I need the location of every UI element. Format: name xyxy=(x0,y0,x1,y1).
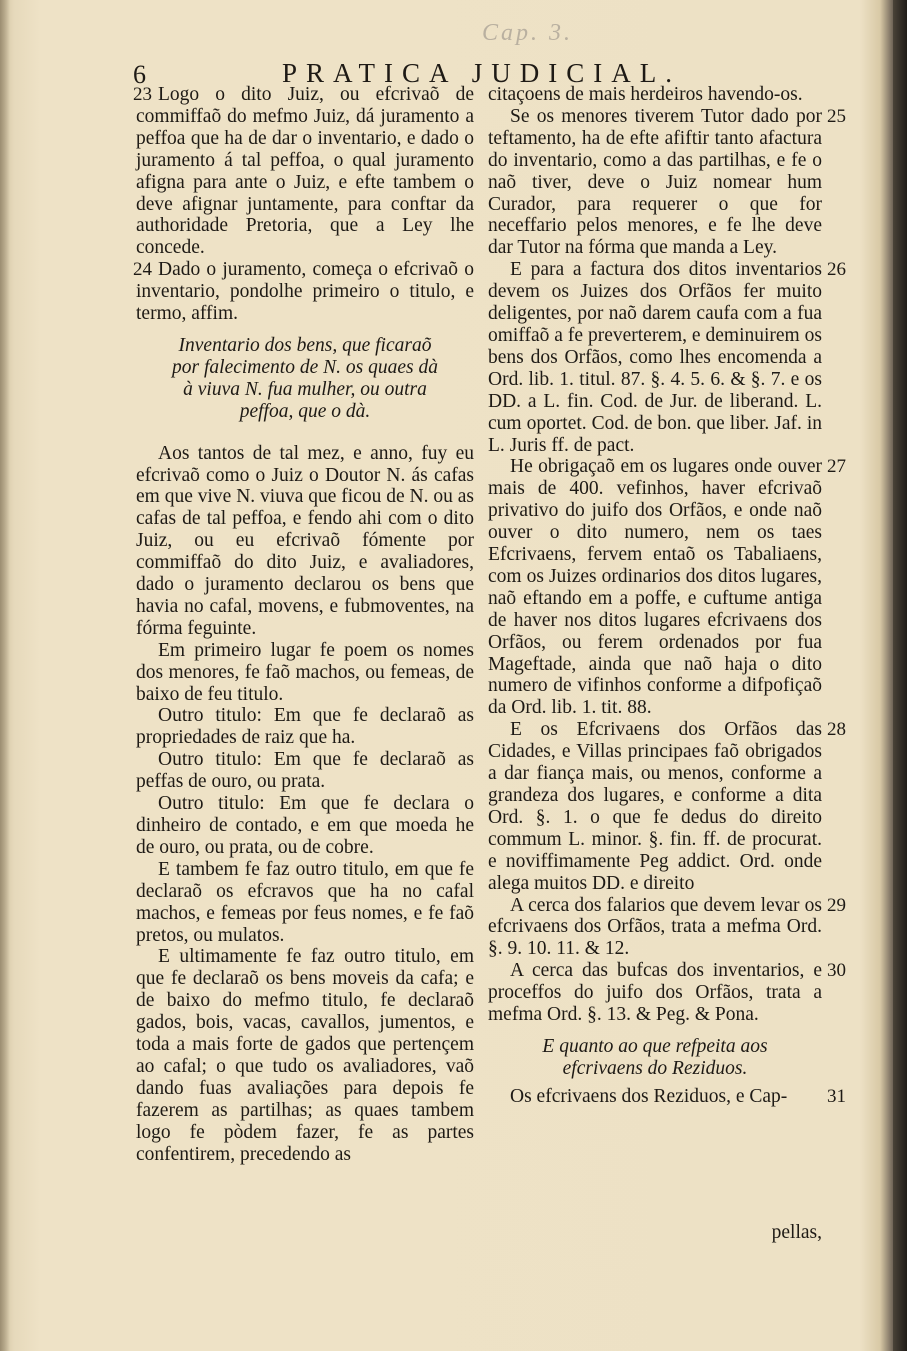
paragraph-31: 31 Os efcrivaens dos Reziduos, e Cap- xyxy=(510,1085,846,1107)
paragraph-title-movables: E ultimamente fe faz outro titulo, em que fe declaraõ os bens moveis da cafa; e de baixo do mefmo titulo, fe declaraõ gados, bois, vacas, cavallos, jumentos, e toda a mais forte de gados que pertençem ao cafal; o que tudo os avaliadores, vaõ dando fuas avaliações para depois fe fazerem as partilhas; as quaes tambem logo fe pòdem fazer, fe as partes confentirem, precedendo as xyxy=(136,946,474,1165)
folio-number: 6 xyxy=(133,60,146,89)
paragraph-minors: Em primeiro lugar fe poem os nomes dos menores, fe faõ machos, ou femeas, de baixo de feu titulo. xyxy=(136,639,474,705)
paragraph-26: 26 E para a factura dos ditos inventarios devem os Juizes dos Orfãos fer muito deligentes, por naõ darem caufa com a fua omiffaõ a fe preverterem, e deminuirem os bens dos Orfãos, como lhes encomenda a Ord. lib. 1. titul. 87. §. 4. 5. 6. & §. 7. e os DD. a L. fin. Cod. de Jur. de liberand. L. cum oportet. Cod. de bon. que liber. Jaf. in L. Juris ff. de pact. xyxy=(488,259,846,456)
paragraph-title-money: Outro titulo: Em que fe declara o dinheiro de contado, e em que moeda he de ouro, ou prata, ou de cobre. xyxy=(136,793,474,858)
margin-number: 26 xyxy=(827,259,846,281)
page-edge-shadow xyxy=(0,0,10,1351)
paragraph-30: 30 A cerca das bufcas dos inventarios, e proceffos do juifo dos Orfãos, trata a mefma Ord. §. 13. & Peg. & Pona. xyxy=(488,960,846,1026)
catchword: pellas, xyxy=(771,1222,822,1243)
paragraph-29: 29 A cerca dos falarios que devem levar os efcrivaens dos Orfãos, trata a mefma Ord. §. 9. 10. 11. & 12. xyxy=(488,894,846,960)
reziduos-heading: E quanto ao que refpeita aos efcrivaens do Reziduos. xyxy=(542,1035,768,1079)
margin-number: 23 xyxy=(133,84,152,105)
margin-number: 30 xyxy=(827,960,846,982)
paragraph-28: 28 E os Efcrivaens dos Orfãos das Cidades, e Villas principaes faõ obrigados a dar fiança mais, ou menos, conforme a grandeza dos lugares, e conforme a dita Ord. §. 1. o que fe dedus do direito commum L. minor. §. fin. ff. de procurat. e noviffimamente Peg addict. Ord. onde alega muitos DD. e direito xyxy=(488,719,846,894)
paragraph-continuation: citaçoens de mais herdeiros havendo-os. xyxy=(488,84,803,105)
paragraph-title-slaves: E tambem fe faz outro titulo, em que fe declaraõ os efcravos que ha no cafal machos, e femeas por feus nomes, e fe faõ pretos, ou mulatos. xyxy=(136,858,474,946)
left-column xyxy=(133,84,474,1166)
margin-number: 29 xyxy=(827,894,846,916)
margin-number: 28 xyxy=(827,719,846,741)
margin-number: 24 xyxy=(133,259,152,281)
inventory-heading: Inventario dos bens, que ficaraõ por falecimento de N. os quaes dà à viuva N. fua mulher, ou outra peffoa, que o dà. xyxy=(172,334,438,422)
book-spine xyxy=(893,0,907,1351)
running-head: PRATICA JUDICIAL. xyxy=(282,58,682,88)
paragraph-27: 27 He obrigaçaõ em os lugares onde ouver mais de 400. vefinhos, haver efcrivaõ privativo do juifo dos Orfãos, e onde naõ ouver o dito numero, nem os taes Efcrivaens, fervem entaõ os Tabaliaens, com os Juizes ordinarios dos ditos lugares, naõ eftando em a poffe, e cuftume antiga de haver nos ditos lugares efcrivaens dos Orfãos, ou ferem ordenados por fua Mageftade, ainda que naõ haja o dito numero de vifinhos conforme a difpofiçaõ da Ord. lib. 1. tit. 88. xyxy=(488,456,846,719)
paragraph-title-gold: Outro titulo: Em que fe declaraõ as peffas de ouro, ou prata. xyxy=(136,749,474,793)
margin-number: 27 xyxy=(827,456,846,478)
paragraph-24: 24 Dado o juramento, começa o efcrivaõ o inventario, pondolhe primeiro o titulo, e termo, affim. xyxy=(136,259,474,325)
right-column xyxy=(488,84,846,1108)
margin-number: 31 xyxy=(827,1085,846,1107)
paragraph-formula: Aos tantos de tal mez, e anno, fuy eu efcrivaõ como o Juiz o Doutor N. ás cafas em que vive N. viuva que ficou de N. ou as cafas de tal peffoa, e fendo ahi com o dito Juiz, ou eu efcrivaõ fómente por commiffaõ do dito Juiz, e avaliadores, dado o juramento declarou os bens que havia no cafal, movens, e fubmoventes, na fórma feguinte. xyxy=(136,442,474,639)
margin-number: 25 xyxy=(827,105,846,127)
paragraph-23: 23 Logo o dito Juiz, ou efcrivaõ de commiffaõ do mefmo Juiz, dá juramento a peffoa que ha de dar o inventario, e dado o juramento á tal peffoa, o qual juramento afigna para ante o Juiz, e efte tambem o deve afignar juntamente, para conftar da authoridade Pretoria, que a Ley lhe concede. xyxy=(136,84,474,259)
pencil-annotation: Cap. 3. xyxy=(482,20,574,46)
paragraph-title-property: Outro titulo: Em que fe declaraõ as propriedades de raiz que ha. xyxy=(136,705,474,749)
paragraph-25: 25 Se os menores tiverem Tutor dado por teftamento, ha de efte afiftir tanto afactura do inventario, como a das partilhas, e fe o naõ tiver, deve o Juiz nomear hum Curador, para requerer o que for neceffario pelos menores, e fe lhe deve dar Tutor na fórma que manda a Ley. xyxy=(488,105,846,259)
